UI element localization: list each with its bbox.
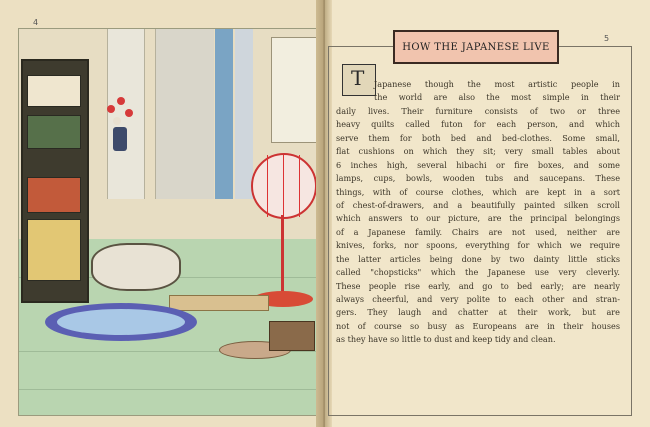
body-line: called "chopsticks" which the Japanese use very cleverly.: [336, 267, 620, 278]
body-text: [336, 78, 620, 347]
body-line: the latter articles being done by two dainty little sticks: [336, 253, 620, 264]
wooden-tub: [269, 321, 315, 351]
cabinet-panel: [27, 115, 81, 149]
low-table: [169, 295, 269, 311]
left-page-number: 4: [33, 18, 39, 27]
initial-letter: T: [351, 66, 365, 90]
body-line: Japanese though the most artistic people in: [374, 79, 620, 89]
sliding-screen-panel: [155, 29, 214, 199]
left-page: [0, 0, 323, 427]
cabinet-panel: [27, 177, 81, 213]
body-line: the world are also the most simple in their: [374, 92, 620, 103]
hanging-scroll: [271, 37, 317, 143]
body-line: which answers to our picture, are the principal belongings: [336, 213, 620, 224]
cabinet-panel: [27, 219, 81, 281]
flower-arrangement: [103, 95, 137, 131]
japanese-room-illustration: [18, 28, 317, 416]
hibachi-brazier: [91, 243, 181, 291]
lantern-stand: [281, 215, 284, 295]
body-line: always cheerful, and very polite to each other and stran-: [336, 294, 620, 304]
chapter-title: HOW THE JAPANESE LIVE: [393, 30, 559, 64]
curtain-panel: [235, 29, 253, 199]
body-line: of a Japanese family. Chairs are not used, neither are: [336, 226, 620, 237]
body-line: of chest-of-drawers, and a beautifully painted silken scroll: [336, 199, 620, 210]
right-page-number: 5: [604, 34, 610, 43]
body-line: as they have so little to dust and keep tidy and clean.: [336, 334, 556, 345]
cabinet-panel: [27, 75, 81, 107]
body-line: serve them for both bed and bed-clothes. Some small,: [336, 132, 620, 143]
floor-rug-center: [57, 309, 185, 335]
body-line: gers. They laugh and chatter at their work, but are: [336, 307, 620, 318]
body-line: things, with of course clothes, which are kept in a sort: [336, 186, 620, 197]
body-line: lamps, cups, bowls, wooden tubs and saucepans. These: [336, 173, 620, 184]
body-line: daily lives. Their furniture consists of two or three: [336, 105, 620, 116]
curtain-panel: [215, 29, 233, 199]
paper-lantern: [251, 153, 317, 219]
body-line: 6 inches high, several hibachi or fire boxes, and some: [336, 159, 620, 170]
body-line: heavy quilts called futon for each person, and which: [336, 119, 620, 130]
body-line: flat cushions on which they sit; very small tables about: [336, 146, 620, 157]
lacquer-cabinet: [21, 59, 89, 303]
tatami-seam: [19, 389, 316, 390]
body-line: These people rise early, and go to bed early; are nearly: [336, 280, 620, 291]
flower-vase: [113, 127, 127, 151]
body-line: knives, forks, nor spoons, everything for which we require: [336, 240, 620, 251]
body-line: not of course so busy as Europeans are in their houses: [336, 320, 620, 331]
